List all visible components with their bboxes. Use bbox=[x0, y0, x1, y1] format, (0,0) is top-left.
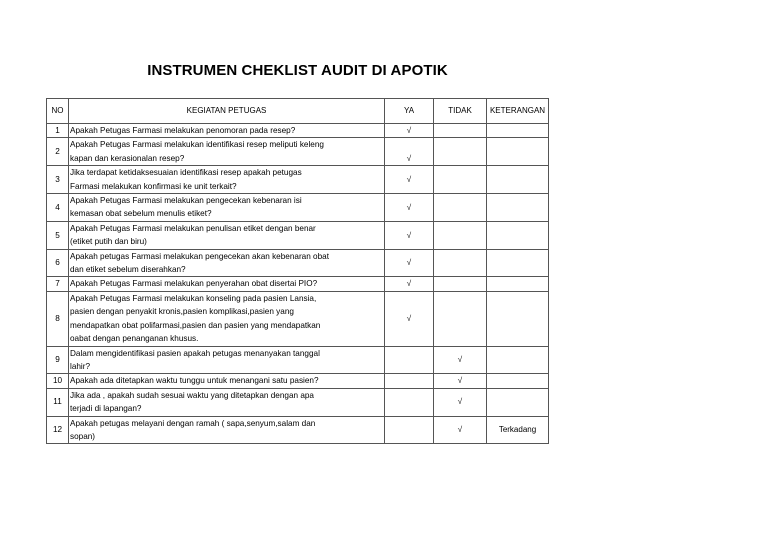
row-ya-check: √ bbox=[385, 166, 434, 194]
row-tidak-check bbox=[434, 221, 487, 249]
table-row bbox=[47, 221, 549, 249]
table-row bbox=[47, 346, 549, 374]
row-keterangan bbox=[487, 374, 549, 388]
row-ya-check bbox=[385, 374, 434, 388]
table-row bbox=[47, 416, 549, 444]
row-tidak-check bbox=[434, 166, 487, 194]
row-kegiatan: Jika terdapat ketidaksesuaian identifikasi resep apakah petugas Farmasi melakukan konfirmasi ke unit terkait? bbox=[69, 166, 385, 194]
table-header-row bbox=[47, 99, 549, 124]
row-tidak-check bbox=[434, 138, 487, 166]
row-no: 7 bbox=[47, 277, 69, 291]
header-keterangan: KETERANGAN bbox=[487, 99, 549, 124]
row-tidak-check bbox=[434, 249, 487, 277]
row-keterangan bbox=[487, 166, 549, 194]
header-ya: YA bbox=[385, 99, 434, 124]
table-row bbox=[47, 249, 549, 277]
row-no: 11 bbox=[47, 388, 69, 416]
row-kegiatan: Apakah Petugas Farmasi melakukan penulisan etiket dengan benar (etiket putih dan biru) bbox=[69, 221, 385, 249]
row-kegiatan: Apakah petugas melayani dengan ramah ( sapa,senyum,salam dan sopan) bbox=[69, 416, 385, 444]
table-row bbox=[47, 388, 549, 416]
row-ya-check: √ bbox=[385, 194, 434, 222]
row-no: 8 bbox=[47, 291, 69, 346]
row-kegiatan: Apakah Petugas Farmasi melakukan identifikasi resep meliputi keleng kapan dan kerasionalan resep? bbox=[69, 138, 385, 166]
row-tidak-check bbox=[434, 277, 487, 291]
row-ya-check: √ bbox=[385, 277, 434, 291]
row-kegiatan: Apakah petugas Farmasi melakukan pengecekan akan kebenaran obat dan etiket sebelum diserahkan? bbox=[69, 249, 385, 277]
header-kegiatan: KEGIATAN PETUGAS bbox=[69, 99, 385, 124]
table-row bbox=[47, 166, 549, 194]
row-kegiatan: Apakah Petugas Farmasi melakukan penyerahan obat disertai PIO? bbox=[69, 277, 385, 291]
row-tidak-check bbox=[434, 124, 487, 138]
row-tidak-check bbox=[434, 194, 487, 222]
row-tidak-check bbox=[434, 291, 487, 346]
row-keterangan bbox=[487, 388, 549, 416]
row-no: 4 bbox=[47, 194, 69, 222]
row-kegiatan: Dalam mengidentifikasi pasien apakah petugas menanyakan tanggal lahir? bbox=[69, 346, 385, 374]
row-ya-check: √ bbox=[385, 291, 434, 346]
table-row bbox=[47, 374, 549, 388]
row-keterangan bbox=[487, 291, 549, 346]
page-title: INSTRUMEN CHEKLIST AUDIT DI APOTIK bbox=[147, 62, 448, 79]
row-no: 3 bbox=[47, 166, 69, 194]
table-row bbox=[47, 138, 549, 166]
row-kegiatan: Apakah Petugas Farmasi melakukan pengecekan kebenaran isi kemasan obat sebelum menulis etiket? bbox=[69, 194, 385, 222]
row-ya-check: √ bbox=[385, 221, 434, 249]
audit-checklist-table bbox=[46, 98, 549, 444]
row-no: 1 bbox=[47, 124, 69, 138]
row-tidak-check: √ bbox=[434, 346, 487, 374]
row-tidak-check: √ bbox=[434, 374, 487, 388]
row-kegiatan: Apakah ada ditetapkan waktu tunggu untuk menangani satu pasien? bbox=[69, 374, 385, 388]
header-no: NO bbox=[47, 99, 69, 124]
table-row bbox=[47, 291, 549, 346]
row-keterangan bbox=[487, 249, 549, 277]
row-ya-check: √ bbox=[385, 249, 434, 277]
row-ya-check bbox=[385, 388, 434, 416]
row-ya-check bbox=[385, 416, 434, 444]
row-keterangan bbox=[487, 124, 549, 138]
table-row bbox=[47, 194, 549, 222]
row-keterangan: Terkadang bbox=[487, 416, 549, 444]
table-row bbox=[47, 277, 549, 291]
row-keterangan bbox=[487, 138, 549, 166]
row-tidak-check: √ bbox=[434, 388, 487, 416]
row-keterangan bbox=[487, 221, 549, 249]
row-keterangan bbox=[487, 194, 549, 222]
row-no: 6 bbox=[47, 249, 69, 277]
header-tidak: TIDAK bbox=[434, 99, 487, 124]
row-ya-check: √ bbox=[385, 138, 434, 166]
row-tidak-check: √ bbox=[434, 416, 487, 444]
row-no: 2 bbox=[47, 138, 69, 166]
row-keterangan bbox=[487, 277, 549, 291]
row-kegiatan: Apakah Petugas Farmasi melakukan konseling pada pasien Lansia, pasien dengan penyakit kronis,pasien komplikasi,pasien yang mendapatkan obat polifarmasi,pasien dan pasien yang mendapatkan oabat dengan penanganan khusus. bbox=[69, 291, 385, 346]
row-no: 12 bbox=[47, 416, 69, 444]
row-no: 9 bbox=[47, 346, 69, 374]
table-row bbox=[47, 124, 549, 138]
row-ya-check bbox=[385, 346, 434, 374]
row-ya-check: √ bbox=[385, 124, 434, 138]
row-kegiatan: Apakah Petugas Farmasi melakukan penomoran pada resep? bbox=[69, 124, 385, 138]
row-no: 10 bbox=[47, 374, 69, 388]
row-keterangan bbox=[487, 346, 549, 374]
row-kegiatan: Jika ada , apakah sudah sesuai waktu yang ditetapkan dengan apa terjadi di lapangan? bbox=[69, 388, 385, 416]
row-no: 5 bbox=[47, 221, 69, 249]
